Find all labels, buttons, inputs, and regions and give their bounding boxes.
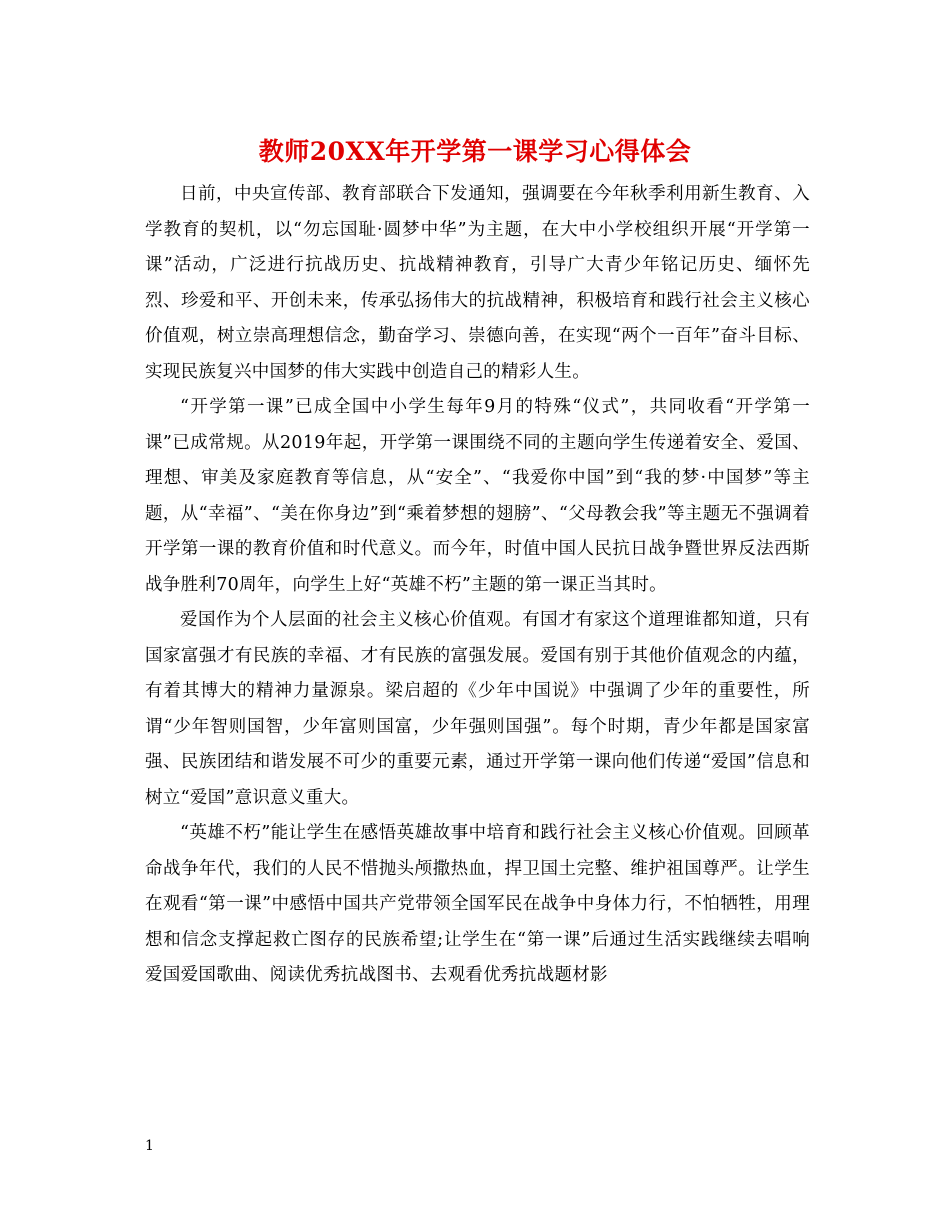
paragraph-4: “英雄不朽”能让学生在感悟英雄故事中培育和践行社会主义核心价值观。回顾革命战争年代，我们的人民不惜抛头颅撒热血，捍卫国土完整、维护祖国尊严。让学生在观看“第一课”中感悟中国共产党带领全国军民在战争中身体力行，不怕牺牲，用理想和信念支撑起救亡图存的民族希望;让学生在“第一课”后通过生活实践继续去唱响爱国爱国歌曲、阅读优秀抗战图书、去观看优秀抗战题材影 [145, 823, 810, 985]
paragraph-2: “开学第一课”已成全国中小学生每年9月的特殊“仪式”，共同收看“开学第一课”已成常规。从2019年起，开学第一课围绕不同的主题向学生传递着安全、爱国、理想、审美及家庭教育等信息，从“安全”、“我爱你中国”到“我的梦·中国梦”等主题，从“幸福”、“美在你身边”到“乘着梦想的翅膀”、“父母教会我”等主题无不强调着开学第一课的教育价值和时代意义。而今年，时值中国人民抗日战争暨世界反法西斯战争胜利70周年，向学生上好“英雄不朽”主题的第一课正当其时。 [145, 397, 810, 595]
document-title: 教师20XX年开学第一课学习心得体会 [258, 137, 692, 166]
paragraph-1: 日前，中央宣传部、教育部联合下发通知，强调要在今年秋季利用新生教育、入学教育的契机，以“勿忘国耻·圆梦中华”为主题，在大中小学校组织开展“开学第一课”活动，广泛进行抗战历史、抗战精神教育，引导广大青少年铭记历史、缅怀先烈、珍爱和平、开创未来，传承弘扬伟大的抗战精神，积极培育和践行社会主义核心价值观，树立崇高理想信念，勤奋学习、崇德向善，在实现“两个一百年”奋斗目标、实现民族复兴中国梦的伟大实践中创造自己的精彩人生。 [145, 184, 810, 382]
document-body [145, 177, 810, 994]
page-number: 1 [145, 1138, 154, 1154]
paragraph-3: 爱国作为个人层面的社会主义核心价值观。有国才有家这个道理谁都知道，只有国家富强才有民族的幸福、才有民族的富强发展。爱国有别于其他价值观念的内蕴，有着其博大的精神力量源泉。梁启超的《少年中国说》中强调了少年的重要性，所谓“少年智则国智，少年富则国富，少年强则国强”。每个时期，青少年都是国家富强、民族团结和谐发展不可少的重要元素，通过开学第一课向他们传递“爱国”信息和树立“爱国”意识意义重大。 [145, 610, 810, 808]
